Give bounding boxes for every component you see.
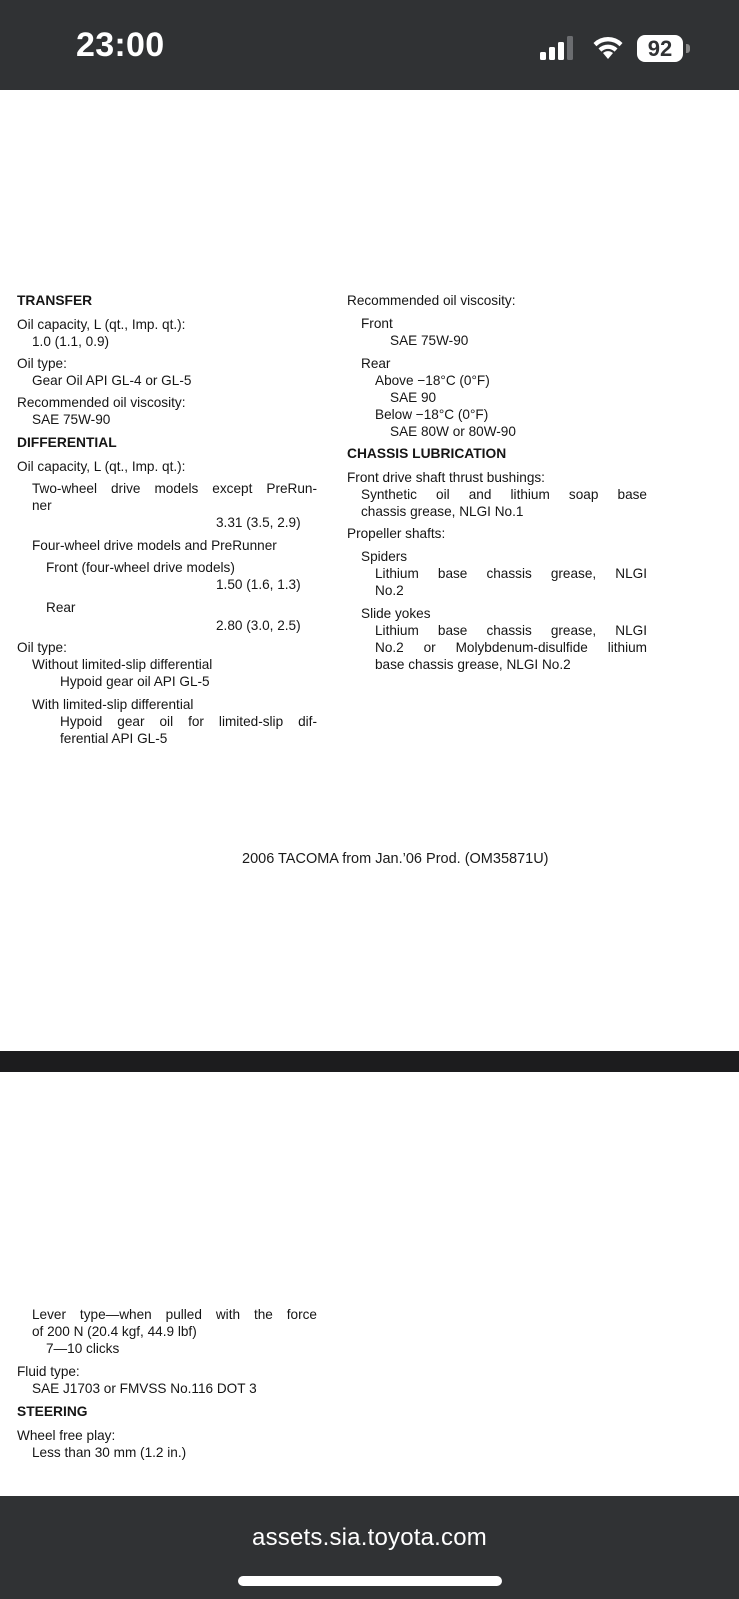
transfer-viscosity-value: SAE 75W-90 — [32, 412, 111, 427]
diff-front-label: Front (four-wheel drive models) — [46, 560, 235, 575]
status-time: 23:00 — [76, 26, 165, 64]
slide-yokes-value-line2: No.2 or Molybdenum-disulfide lithium — [375, 640, 647, 655]
viscosity-front-label: Front — [361, 316, 393, 331]
chassis-lubrication-heading: CHASSIS LUBRICATION — [347, 446, 507, 461]
above-temp-label: Above −18°C (0°F) — [375, 373, 490, 388]
with-lsd-label: With limited-slip differential — [32, 697, 194, 712]
diff-capacity-label: Oil capacity, L (qt., Imp. qt.): — [17, 459, 186, 474]
diff-front-value: 1.50 (1.6, 1.3) — [216, 577, 301, 592]
battery-indicator: 92 — [637, 35, 683, 62]
spiders-value-line1: Lithium base chassis grease, NLGI — [375, 566, 647, 581]
twd-label-line2: ner — [32, 498, 52, 513]
wheel-free-play-label: Wheel free play: — [17, 1428, 116, 1443]
diff-rear-value: 2.80 (3.0, 2.5) — [216, 618, 301, 633]
page-divider — [0, 1051, 739, 1072]
status-bar — [0, 0, 739, 90]
slide-yokes-value-line3: base chassis grease, NLGI No.2 — [375, 657, 571, 672]
transfer-capacity-value: 1.0 (1.1, 0.9) — [32, 334, 110, 349]
page-footer: 2006 TACOMA from Jan.’06 Prod. (OM35871U) — [242, 851, 549, 867]
thrust-bushings-value-line1: Synthetic oil and lithium soap base — [361, 487, 647, 502]
diff-rear-label: Rear — [46, 600, 76, 615]
spiders-value-line2: No.2 — [375, 583, 404, 598]
below-temp-value: SAE 80W or 80W-90 — [390, 424, 516, 439]
lever-type-line1: Lever type—when pulled with the force — [32, 1307, 317, 1322]
with-lsd-value-line1: Hypoid gear oil for limited-slip dif- — [60, 714, 317, 729]
spiders-label: Spiders — [361, 549, 408, 564]
without-lsd-label: Without limited-slip differential — [32, 657, 213, 672]
diff-viscosity-label: Recommended oil viscosity: — [347, 293, 516, 308]
without-lsd-value: Hypoid gear oil API GL-5 — [60, 674, 210, 689]
wifi-icon — [591, 33, 625, 61]
manual-page-2 — [0, 1072, 739, 1496]
transfer-heading: TRANSFER — [17, 293, 93, 308]
propeller-shafts-label: Propeller shafts: — [347, 526, 446, 541]
above-temp-value: SAE 90 — [390, 390, 437, 405]
fluid-type-value: SAE J1703 or FMVSS No.116 DOT 3 — [32, 1381, 257, 1396]
slide-yokes-value-line1: Lithium base chassis grease, NLGI — [375, 623, 647, 638]
fluid-type-label: Fluid type: — [17, 1364, 80, 1379]
diff-oiltype-label: Oil type: — [17, 640, 67, 655]
lever-clicks-value: 7—10 clicks — [46, 1341, 120, 1356]
transfer-oiltype-value: Gear Oil API GL-4 or GL-5 — [32, 373, 192, 388]
home-indicator[interactable] — [238, 1576, 502, 1586]
url-bar[interactable]: assets.sia.toyota.com — [252, 1524, 487, 1551]
wheel-free-play-value: Less than 30 mm (1.2 in.) — [32, 1445, 187, 1460]
transfer-capacity-label: Oil capacity, L (qt., Imp. qt.): — [17, 317, 186, 332]
twd-value: 3.31 (3.5, 2.9) — [216, 515, 301, 530]
battery-tip — [686, 44, 690, 53]
manual-page-1 — [0, 90, 739, 1051]
below-temp-label: Below −18°C (0°F) — [375, 407, 489, 422]
cellular-signal-icon — [540, 36, 580, 60]
differential-heading: DIFFERENTIAL — [17, 435, 117, 450]
steering-heading: STEERING — [17, 1404, 88, 1419]
transfer-viscosity-label: Recommended oil viscosity: — [17, 395, 186, 410]
lever-type-line2: of 200 N (20.4 kgf, 44.9 lbf) — [32, 1324, 197, 1339]
slide-yokes-label: Slide yokes — [361, 606, 431, 621]
transfer-oiltype-label: Oil type: — [17, 356, 67, 371]
with-lsd-value-line2: ferential API GL-5 — [60, 731, 168, 746]
thrust-bushings-label: Front drive shaft thrust bushings: — [347, 470, 545, 485]
fwd-label: Four-wheel drive models and PreRunner — [32, 538, 277, 553]
thrust-bushings-value-line2: chassis grease, NLGI No.1 — [361, 504, 524, 519]
viscosity-front-value: SAE 75W-90 — [390, 333, 469, 348]
browser-bottom-bar — [0, 1496, 739, 1599]
twd-label-line1: Two-wheel drive models except PreRun- — [32, 481, 317, 496]
viscosity-rear-label: Rear — [361, 356, 391, 371]
